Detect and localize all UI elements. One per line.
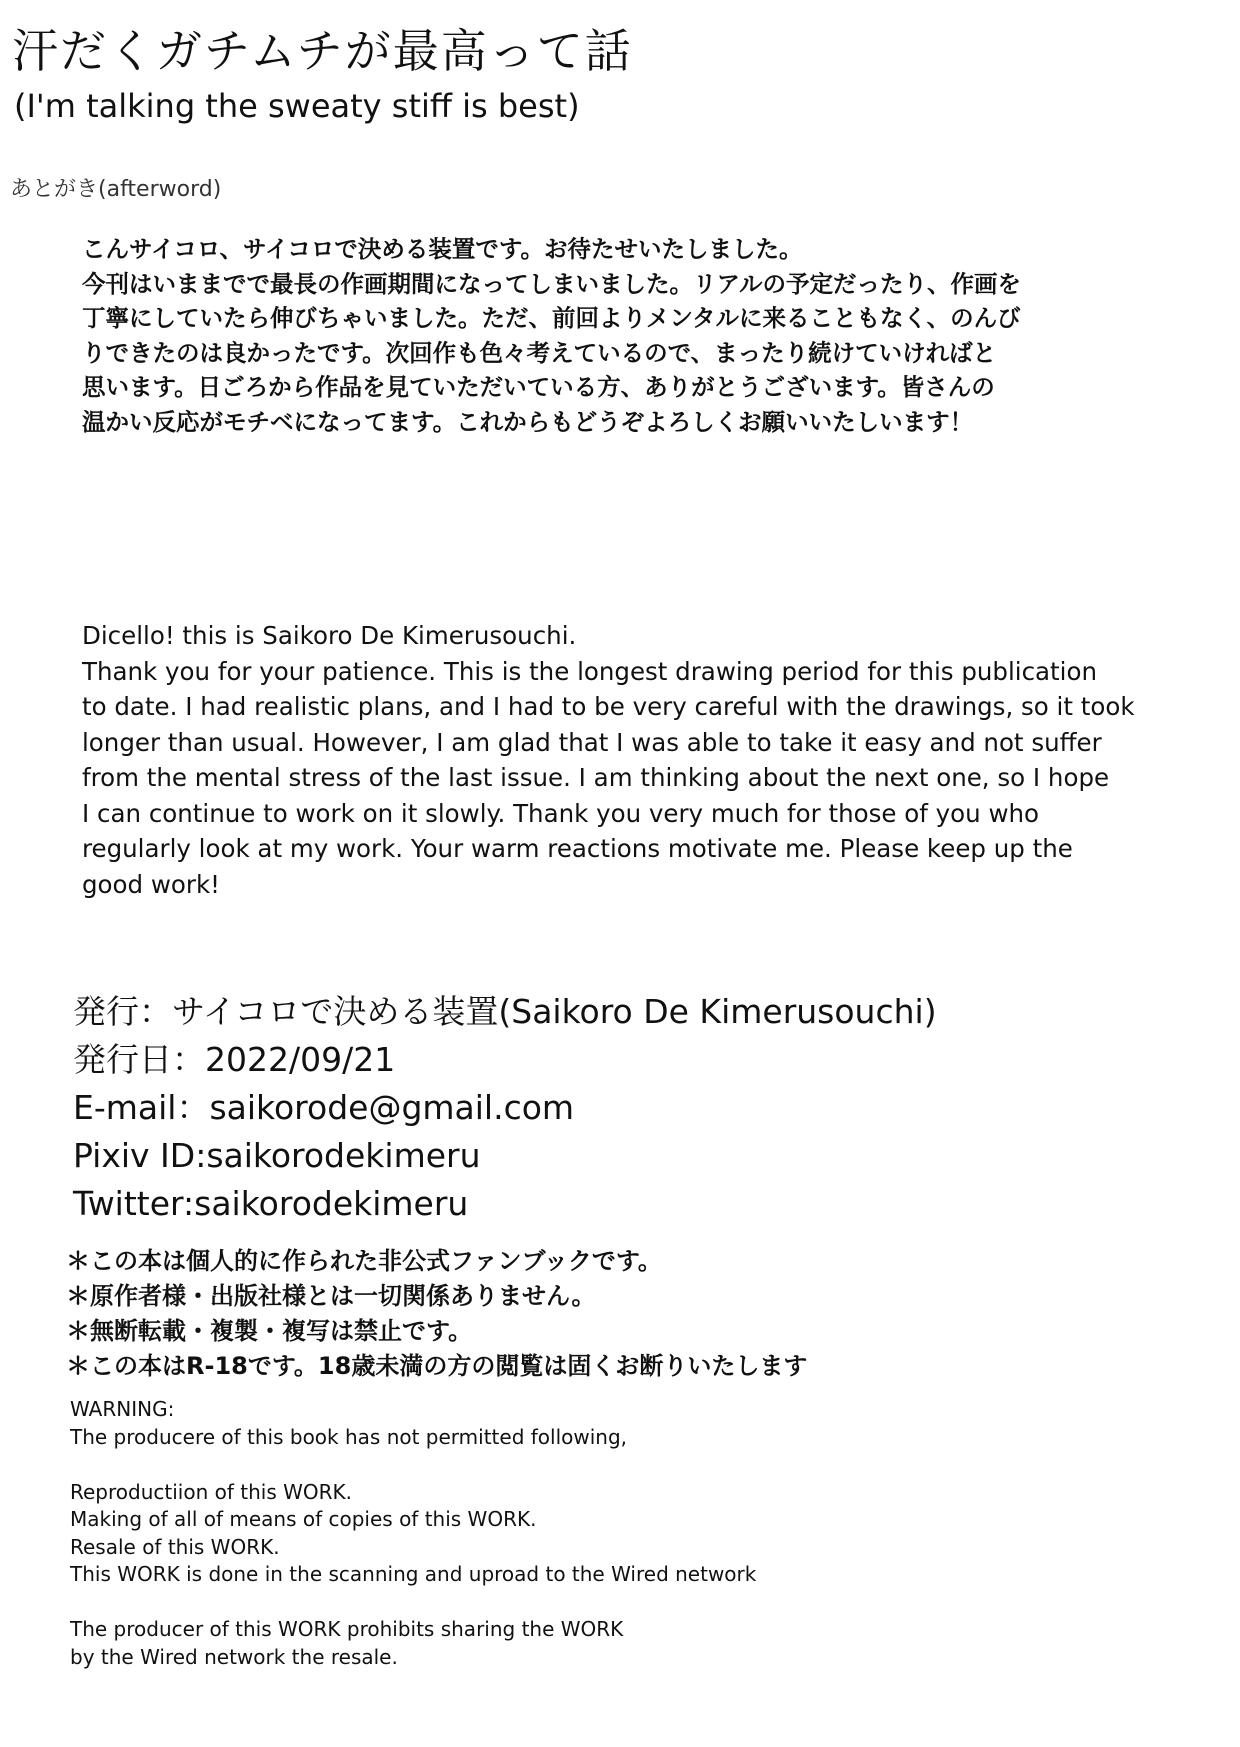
warning-spacer [70,1451,756,1479]
afterword-english [82,618,1135,902]
afterword-japanese [82,232,1021,439]
afterword-en-line: longer than usual. However, I am glad that I was able to take it easy and not suffer [82,727,1102,757]
warning-heading: WARNING: [70,1397,175,1421]
note-item: ＊この本はR-18です。18歳未満の方の閲覧は固くお断りいたします [66,1352,808,1380]
afterword-en-line: Thank you for your patience. This is the longest drawing period for this publication [82,656,1097,686]
warning-line: This WORK is done in the scanning and uproad to the Wired network [70,1562,757,1586]
warning-section [70,1396,756,1671]
warning-line: Reproductiion of this WORK. [70,1479,352,1504]
warning-line: The producere of this book has not permitted following, [70,1424,628,1449]
twitter-line: Twitter:saikorodekimeru [73,1184,469,1223]
publish-date-line: 発行日：2022/09/21 [73,1040,396,1079]
afterword-en-line: from the mental stress of the last issue. I am thinking about the next one, so I hope [82,763,1110,792]
warning-spacer [70,1589,756,1617]
afterword-jp-line: こんサイコロ、サイコロで決める装置です。お待たせいたしました。 [82,235,803,263]
publication-info [73,988,937,1228]
note-item: ＊無断転載・複製・複写は禁止です。 [66,1317,473,1345]
warning-line: The producer of this WORK prohibits sharing the WORK [70,1617,624,1641]
afterword-jp-line: 思います。日ごろから作品を見ていただいている方、ありがとうございます。皆さんの [82,373,995,401]
afterword-en-line: Dicello! this is Saikoro De Kimerusouchi. [82,621,577,650]
afterword-jp-line: 温かい反応がモチベになってます。これからもどうぞよろしくお願いいたしいます！ [82,407,974,436]
afterword-en-line: good work! [82,869,220,899]
afterword-label: あとがき(afterword) [10,177,222,202]
warning-line: by the Wired network the resale. [70,1644,398,1669]
afterword-en-line: regularly look at my work. Your warm reactions motivate me. Please keep up the [82,834,1073,863]
warning-line: Making of all of means of copies of this WORK. [70,1507,537,1531]
afterword-en-line: to date. I had realistic plans, and I had to be very careful with the drawings, so it took [82,692,1135,721]
afterword-jp-line: 今刊はいままでで最長の作画期間になってしまいました。リアルの予定だったり、作画を [82,269,1022,298]
title-english: (I'm talking the sweaty stiff is best) [14,87,580,125]
note-item: ＊この本は個人的に作られた非公式ファンブックです。 [66,1247,662,1275]
afterword-en-line: I can continue to work on it slowly. Thank you very much for those of you who [82,798,1039,828]
title-japanese: 汗だくガチムチが最高って話 [12,24,633,78]
note-item: ＊原作者様・出版社様とは一切関係ありません。 [66,1282,596,1310]
email-line: E-mail：saikorode@gmail.com [73,1088,575,1127]
publisher-line: 発行：サイコロで決める装置(Saikoro De Kimerusouchi) [73,992,937,1031]
afterword-jp-line: 丁寧にしていたら伸びちゃいました。ただ、前回よりメンタルに来ることもなく、のんび [82,304,1021,332]
pixiv-id-line: Pixiv ID:saikorodekimeru [73,1136,481,1175]
warning-line: Resale of this WORK. [70,1534,280,1559]
afterword-jp-line: りできたのは良かったです。次回作も色々考えているので、まったり続けていければと [82,338,997,367]
notes-list [66,1244,807,1384]
